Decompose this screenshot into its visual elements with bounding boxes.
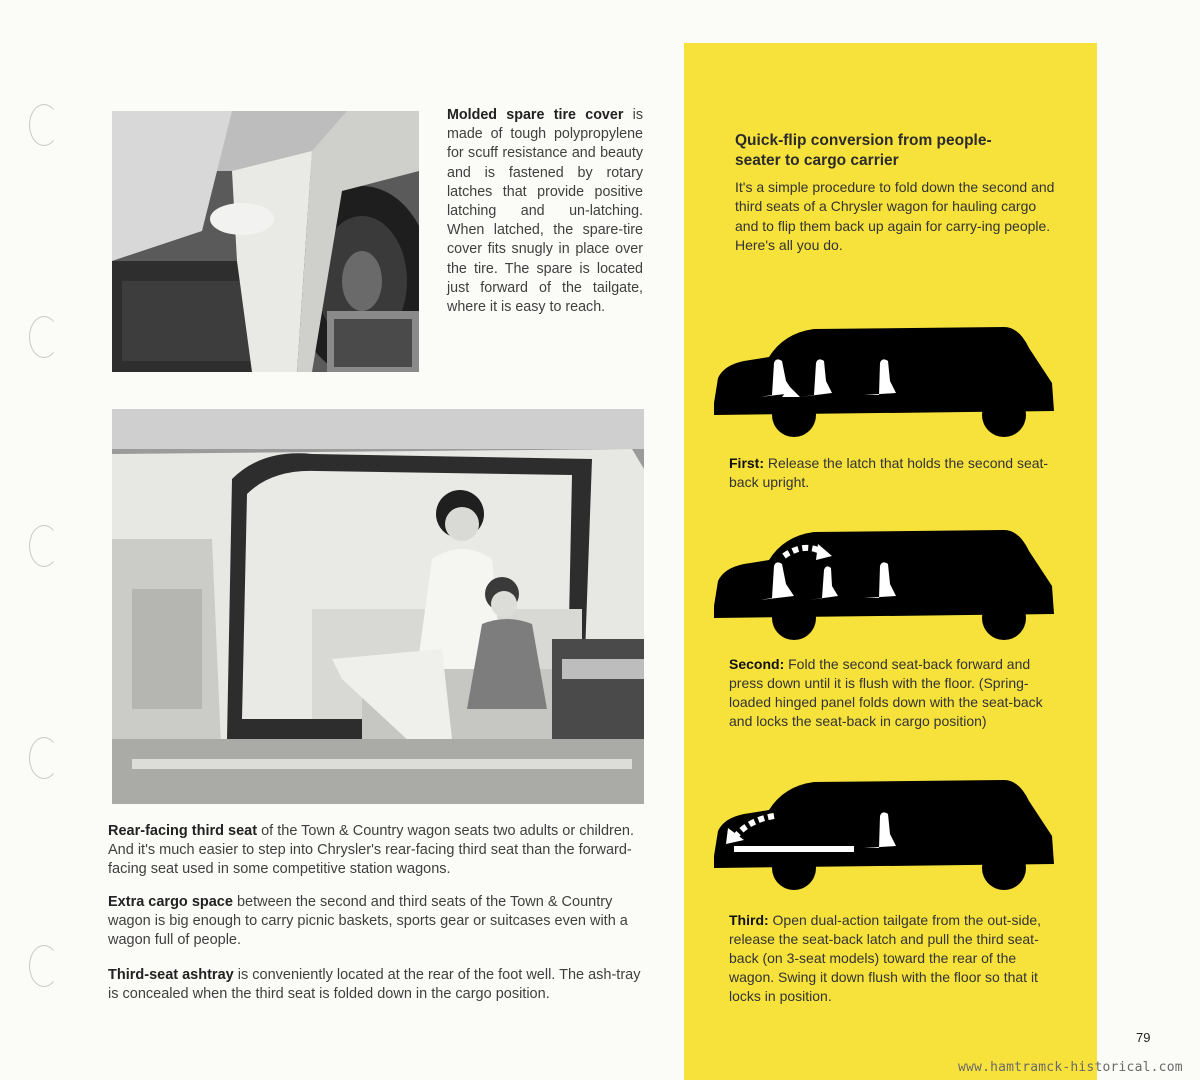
caption-title: Rear-facing third seat: [108, 823, 258, 839]
caption-title: Third-seat ashtray: [108, 967, 234, 983]
rear-seat-photo: [112, 409, 644, 804]
step-body: Fold the second seat-back forward and press down until it is flush with the floor. (Spring-loaded hinged panel folds down with the seat-back and locks the seat-back in cargo position): [729, 656, 1043, 729]
caption-title: Extra cargo space: [108, 894, 233, 910]
step-first: [729, 454, 1051, 492]
binder-hole: [29, 945, 59, 987]
caption-body: is conveniently located at the rear of the foot well. The ash-tray is concealed when the third seat is folded down in the cargo position.: [108, 967, 641, 1003]
page-number: 79: [1136, 1030, 1151, 1045]
spare-tire-title: Molded spare tire cover: [447, 107, 624, 123]
step-body: Release the latch that holds the second seat-back upright.: [729, 455, 1049, 490]
spare-tire-text: [447, 106, 643, 317]
spare-tire-photo: [112, 111, 419, 372]
caption-body: of the Town & Country wagon seats two adults or children. And it's much easier to step into Chrysler's rear-facing third seat than the forward-facing seat used in some competitive station wagons.: [108, 823, 635, 878]
step-third: [729, 911, 1051, 1006]
wagon-diagram-second: [704, 526, 1064, 641]
wagon-diagram-third: [704, 776, 1064, 891]
caption-cargo-space: [108, 893, 648, 951]
binder-hole: [29, 525, 59, 567]
spare-tire-body: is made of tough polypropylene for scuff resistance and beauty and is fastened by rotary latches that provide positive latching and un-latching. When latched, the spare-tire cover fits snugly in place over the tire. The spare is located just forward of the tailgate, where it is easy to reach.: [447, 107, 643, 316]
step-second: [729, 655, 1051, 731]
step-body: Open dual-action tailgate from the out-side, release the seat-back latch and pull the third seat-back (on 3-seat models) toward the rear of the wagon. Swing it down flush with the floor so that it locks in position.: [729, 912, 1042, 1004]
binder-hole: [29, 316, 59, 358]
caption-ashtray: [108, 966, 648, 1004]
binder-hole: [29, 104, 59, 146]
binder-hole: [29, 737, 59, 779]
step-label: Second:: [729, 656, 785, 672]
panel-title: Quick-flip conversion from people-seater to cargo carrier: [735, 132, 992, 169]
caption-body: between the second and third seats of the Town & Country wagon is big enough to carry picnic baskets, sports gear or suitcases even with a wagon full of people.: [108, 894, 628, 949]
caption-rear-seat: [108, 822, 648, 880]
watermark: www.hamtramck-historical.com: [958, 1060, 1183, 1075]
panel-intro: It's a simple procedure to fold down the second and third seats of a Chrysler wagon for hauling cargo and to flip them back up again for carry-ing people. Here's all you do.: [735, 179, 1055, 253]
quick-flip-panel: [684, 43, 1097, 1080]
wagon-diagram-first: [704, 323, 1064, 438]
step-label: Third:: [729, 912, 769, 928]
step-label: First:: [729, 455, 764, 471]
